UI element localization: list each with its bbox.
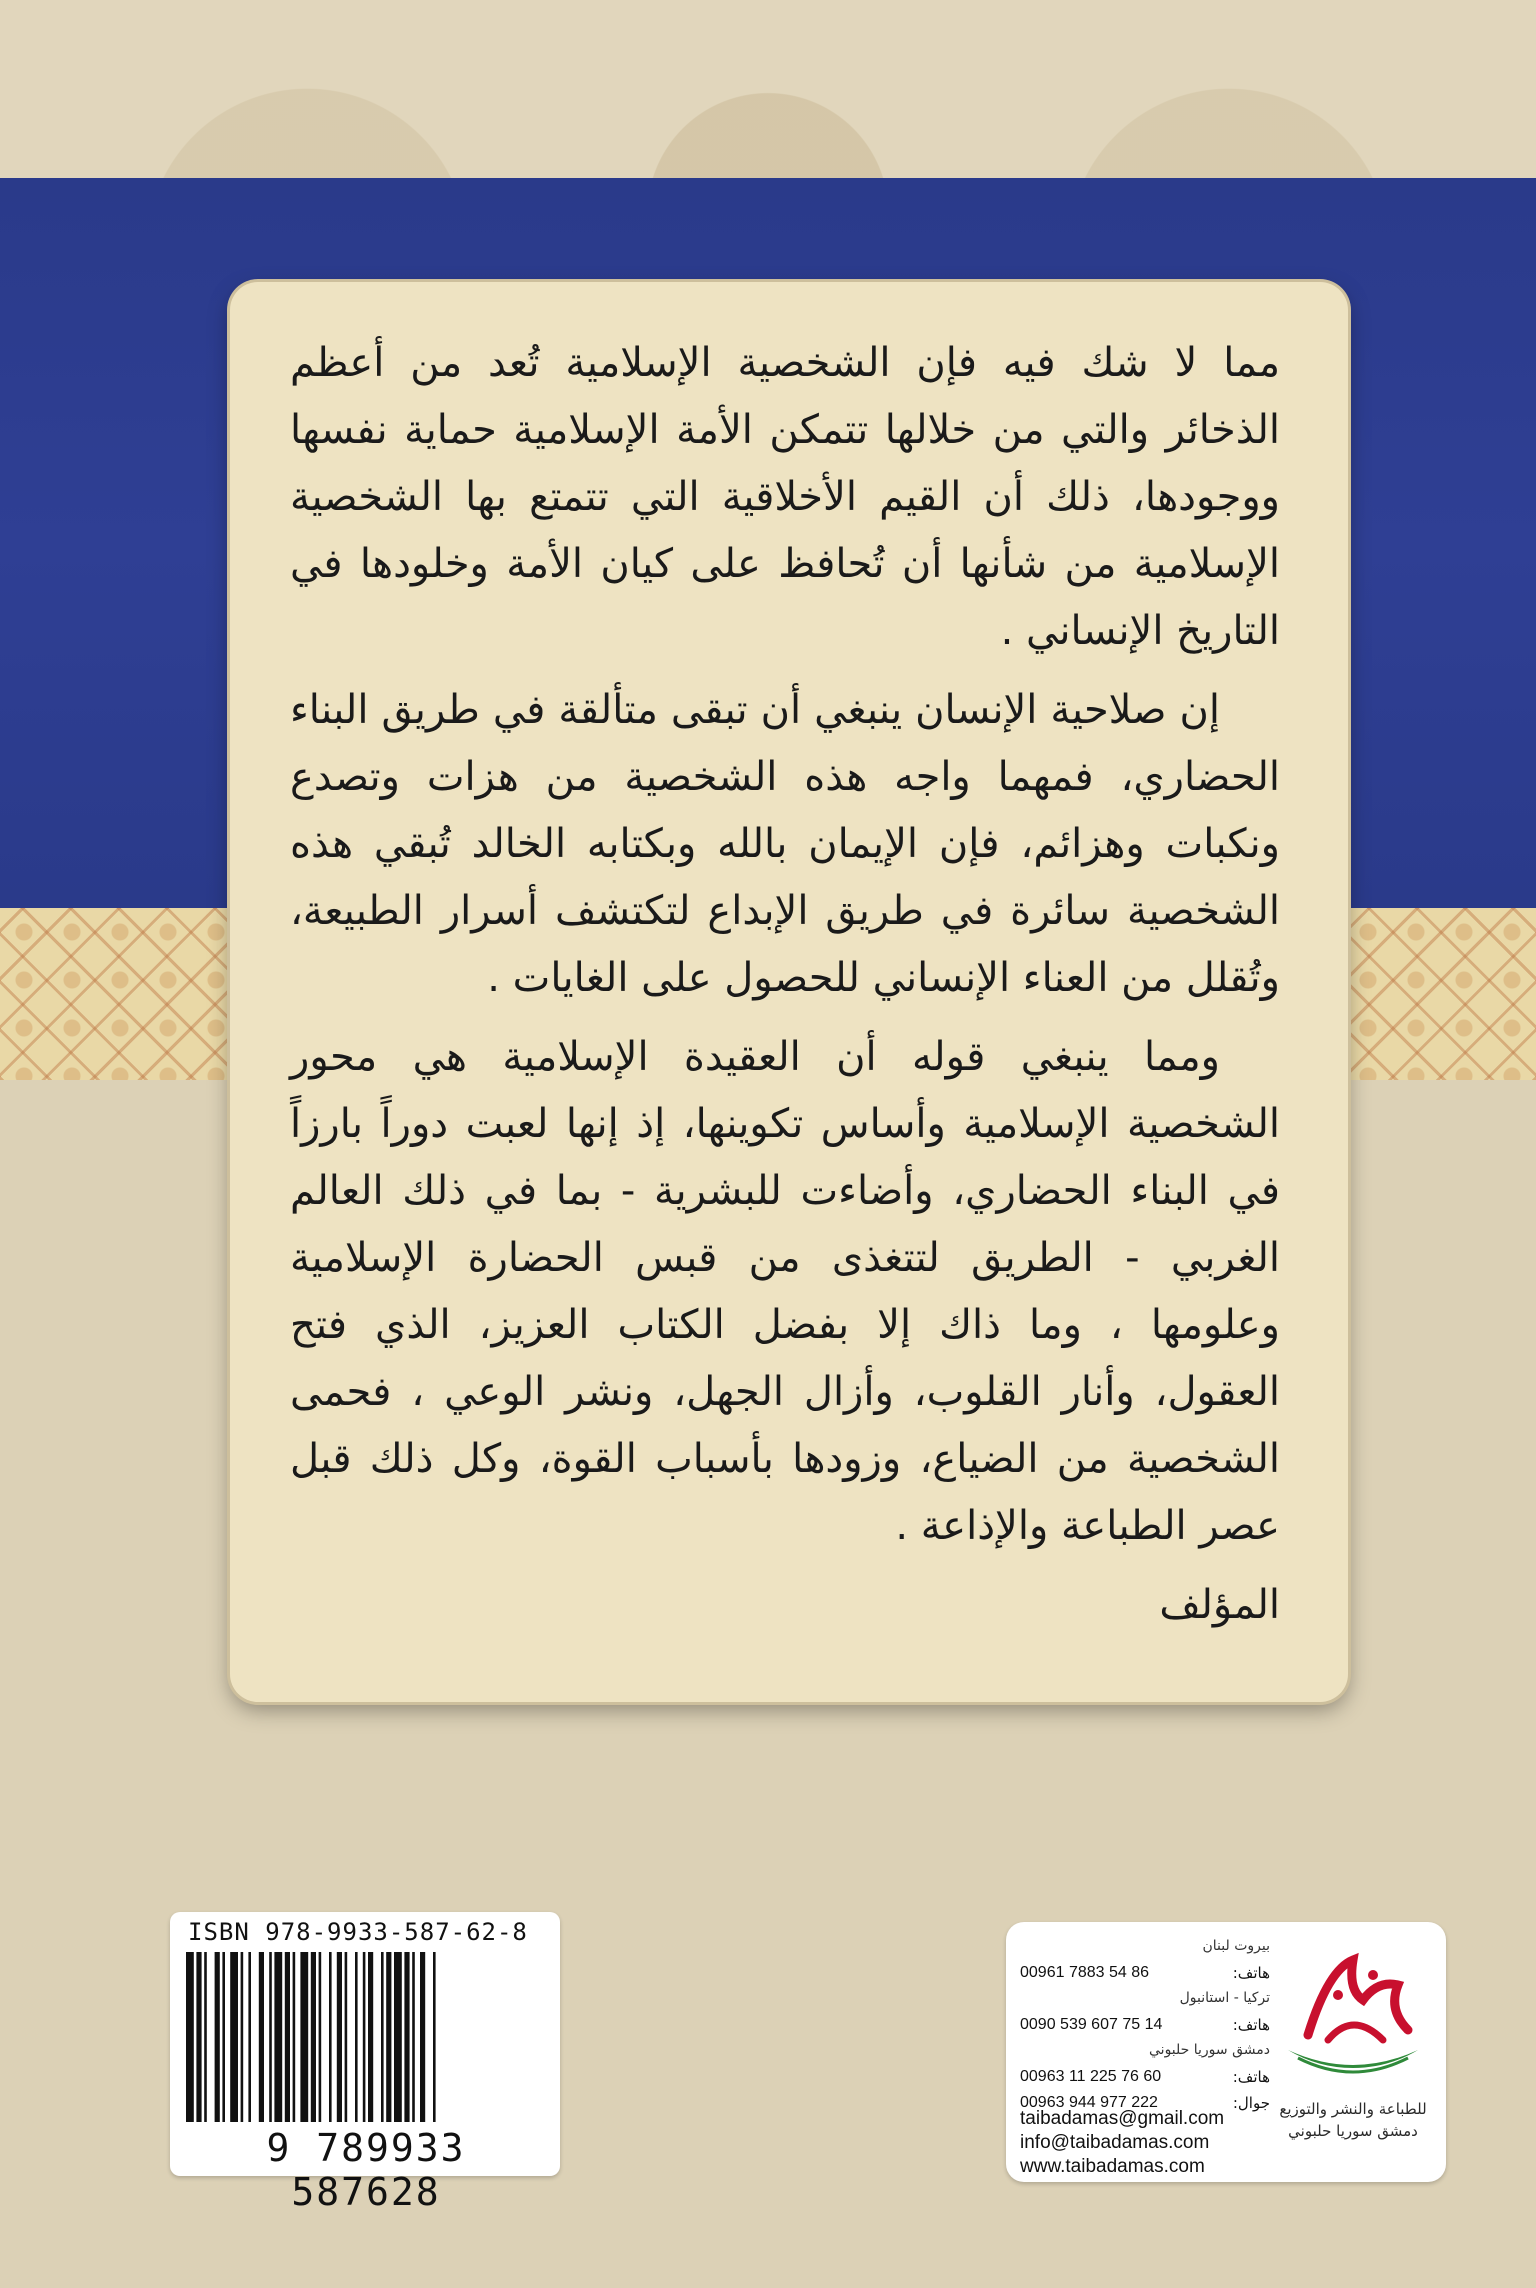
barcode-bar (381, 1952, 384, 2122)
barcode-bar (186, 1952, 194, 2122)
contact-row: هاتف: 00963 11 225 76 60 (1020, 2068, 1270, 2086)
publisher-tagline: للطباعة والنشر والتوزيع دمشق سوريا حلبوني (1279, 2100, 1427, 2140)
barcode-bar (386, 1952, 391, 2122)
barcode-bar (293, 1952, 296, 2122)
barcode-digits: 9 789933 587628 (266, 2126, 466, 2214)
blurb-text (290, 330, 1280, 1572)
barcode-bar (204, 1952, 207, 2122)
barcode-bar (230, 1952, 238, 2122)
barcode-bar (196, 1952, 201, 2122)
contact-row: هاتف: 00961 7883 54 86 (1020, 1964, 1270, 1982)
barcode-bar (215, 1952, 220, 2122)
contact-list: بيروت لبنان هاتف: 00961 7883 54 86 تركيا - استانبول هاتف: 0090 539 607 75 14 دمشق سوريا حلبوني هاتف: 00963 11 225 76 60 جوال: 00963 944 977 222 (1020, 1936, 1270, 2118)
barcode-bar (337, 1952, 342, 2122)
barcode-bar (300, 1952, 308, 2122)
publisher-info-box (1006, 1922, 1446, 2182)
website-link[interactable]: www.taibadamas.com (1020, 2156, 1205, 2177)
barcode-bar (285, 1952, 290, 2122)
paragraph-1: مما لا شك فيه فإن الشخصية الإسلامية تُعد من أعظم الذخائر والتي من خلالها تتمكن الأمة الإسلامية حماية نفسها ووجودها، ذلك أن القيم الأخلاقية التي تتمتع بها الشخصية الإسلامية من شأنها أن تُحافظ على كيان الأمة وخلودها في التاريخ الإنساني . (290, 340, 1280, 654)
barcode-bar (368, 1952, 373, 2122)
barcode-bar (241, 1952, 244, 2122)
barcode-bar (433, 1952, 436, 2122)
barcode-bar (412, 1952, 415, 2122)
publisher-logo-icon (1268, 1940, 1438, 2090)
paragraph-2: إن صلاحية الإنسان ينبغي أن تبقى متألقة في طريق البناء الحضاري، فمهما واجه هذه الشخصية من هزات وتصدع ونكبات وهزائم، فإن الإيمان بالله وبكتابه الخالد تُبقي هذه الشخصية سائرة في طريق الإبداع لتكتشف أسرار الطبيعة، وتُقلل من العناء الإنساني للحصول على الغايات . (290, 687, 1280, 1001)
barcode-bar (222, 1952, 225, 2122)
paragraph-3: ومما ينبغي قوله أن العقيدة الإسلامية هي محور الشخصية الإسلامية وأساس تكوينها، إذ إنها لعبت دوراً بارزاً في البناء الحضاري، وأضاءت للبشرية - بما في ذلك العالم الغربي - الطريق لتتغذى من قبس الحضارة الإسلامية وعلومها ، وما ذاك إلا بفضل الكتاب العزيز، الذي فتح العقول، وأنار القلوب، وأزال الجهل، ونشر الوعي ، فحمى الشخصية من الضياع، وزودها بأسباب القوة، وكل ذلك قبل عصر الطباعة والإذاعة . (290, 1034, 1280, 1549)
barcode-bar (259, 1952, 264, 2122)
barcode-bars-icon (184, 1952, 546, 2122)
barcode-bar (404, 1952, 409, 2122)
contact-row: هاتف: 0090 539 607 75 14 (1020, 2016, 1270, 2034)
barcode-bar (274, 1952, 282, 2122)
barcode-bar (394, 1952, 402, 2122)
barcode-bar (363, 1952, 366, 2122)
isbn-barcode (170, 1912, 560, 2214)
barcode-bar (319, 1952, 322, 2122)
isbn-label: ISBN 978-9933-587-62-8 (188, 1918, 528, 1946)
barcode-bar (420, 1952, 425, 2122)
barcode-bar (355, 1952, 358, 2122)
email-link[interactable]: info@taibadamas.com (1020, 2132, 1210, 2153)
contact-row: جوال: 00963 944 977 222 (1020, 2094, 1270, 2112)
barcode-bar (248, 1952, 251, 2122)
barcode-bar (269, 1952, 272, 2122)
author-signature: المؤلف (1159, 1582, 1280, 1628)
top-ornament-band (0, 0, 1536, 178)
email-link[interactable]: taibadamas@gmail.com (1020, 2108, 1225, 2129)
barcode-bar (329, 1952, 332, 2122)
barcode-bar (345, 1952, 348, 2122)
barcode-bar (311, 1952, 316, 2122)
